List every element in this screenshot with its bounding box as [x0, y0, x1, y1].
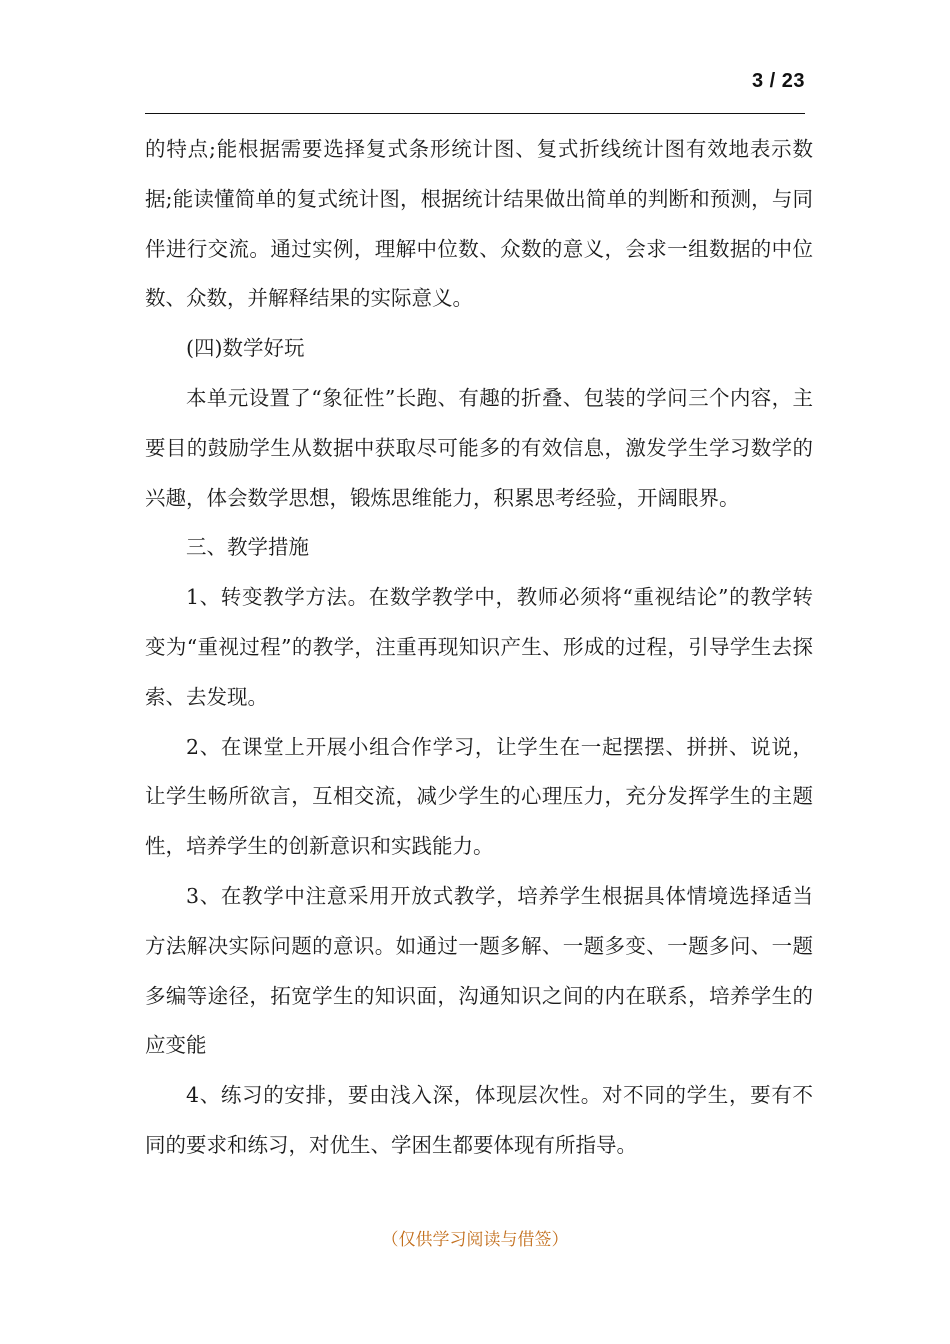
section-heading-math-fun: (四)数学好玩 — [186, 336, 305, 361]
paragraph-2: 本单元设置了“象征性”长跑、有趣的折叠、包装的学问三个内容，主要目的鼓励学生从数据中获取尽可能多的有效信息，激发学生学习数学的兴趣，体会数学思想，锻炼思维能力，积累思考经验，开阔眼界。 — [145, 385, 813, 510]
page-number: 3 / 23 — [751, 70, 805, 92]
paragraph-1: 的特点;能根据需要选择复式条形统计图、复式折线统计图有效地表示数据;能读懂简单的复式统计图，根据统计结果做出简单的判断和预测，与同伴进行交流。通过实例，理解中位数、众数的意义，会求一组数据的中位数、众数，并解释结果的实际意义。 — [145, 137, 813, 311]
header-rule — [145, 113, 805, 114]
page-header — [145, 68, 805, 112]
measure-item-3: 3、在教学中注意采用开放式教学，培养学生根据具体情境选择适当方法解决实际问题的意识。如通过一题多解、一题多变、一题多问、一题多编等途径，拓宽学生的知识面，沟通知识之间的内在联系，培养学生的应变能 — [145, 883, 813, 1058]
section-heading-teaching-measures: 三、教学措施 — [186, 535, 309, 560]
footer-note: （仅供学习阅读与借签） — [381, 1230, 569, 1250]
document-body — [145, 125, 813, 1171]
measure-item-4: 4、练习的安排，要由浅入深，体现层次性。对不同的学生，要有不同的要求和练习，对优生、学困生都要体现有所指导。 — [145, 1083, 813, 1157]
measure-item-1: 1、转变教学方法。在数学教学中，教师必须将“重视结论”的教学转变为“重视过程”的教学，注重再现知识产生、形成的过程，引导学生去探索、去发现。 — [145, 585, 813, 709]
measure-item-2: 2、在课堂上开展小组合作学习，让学生在一起摆摆、拼拼、说说，让学生畅所欲言，互相交流，减少学生的心理压力，充分发挥学生的主题性，培养学生的创新意识和实践能力。 — [145, 734, 813, 859]
